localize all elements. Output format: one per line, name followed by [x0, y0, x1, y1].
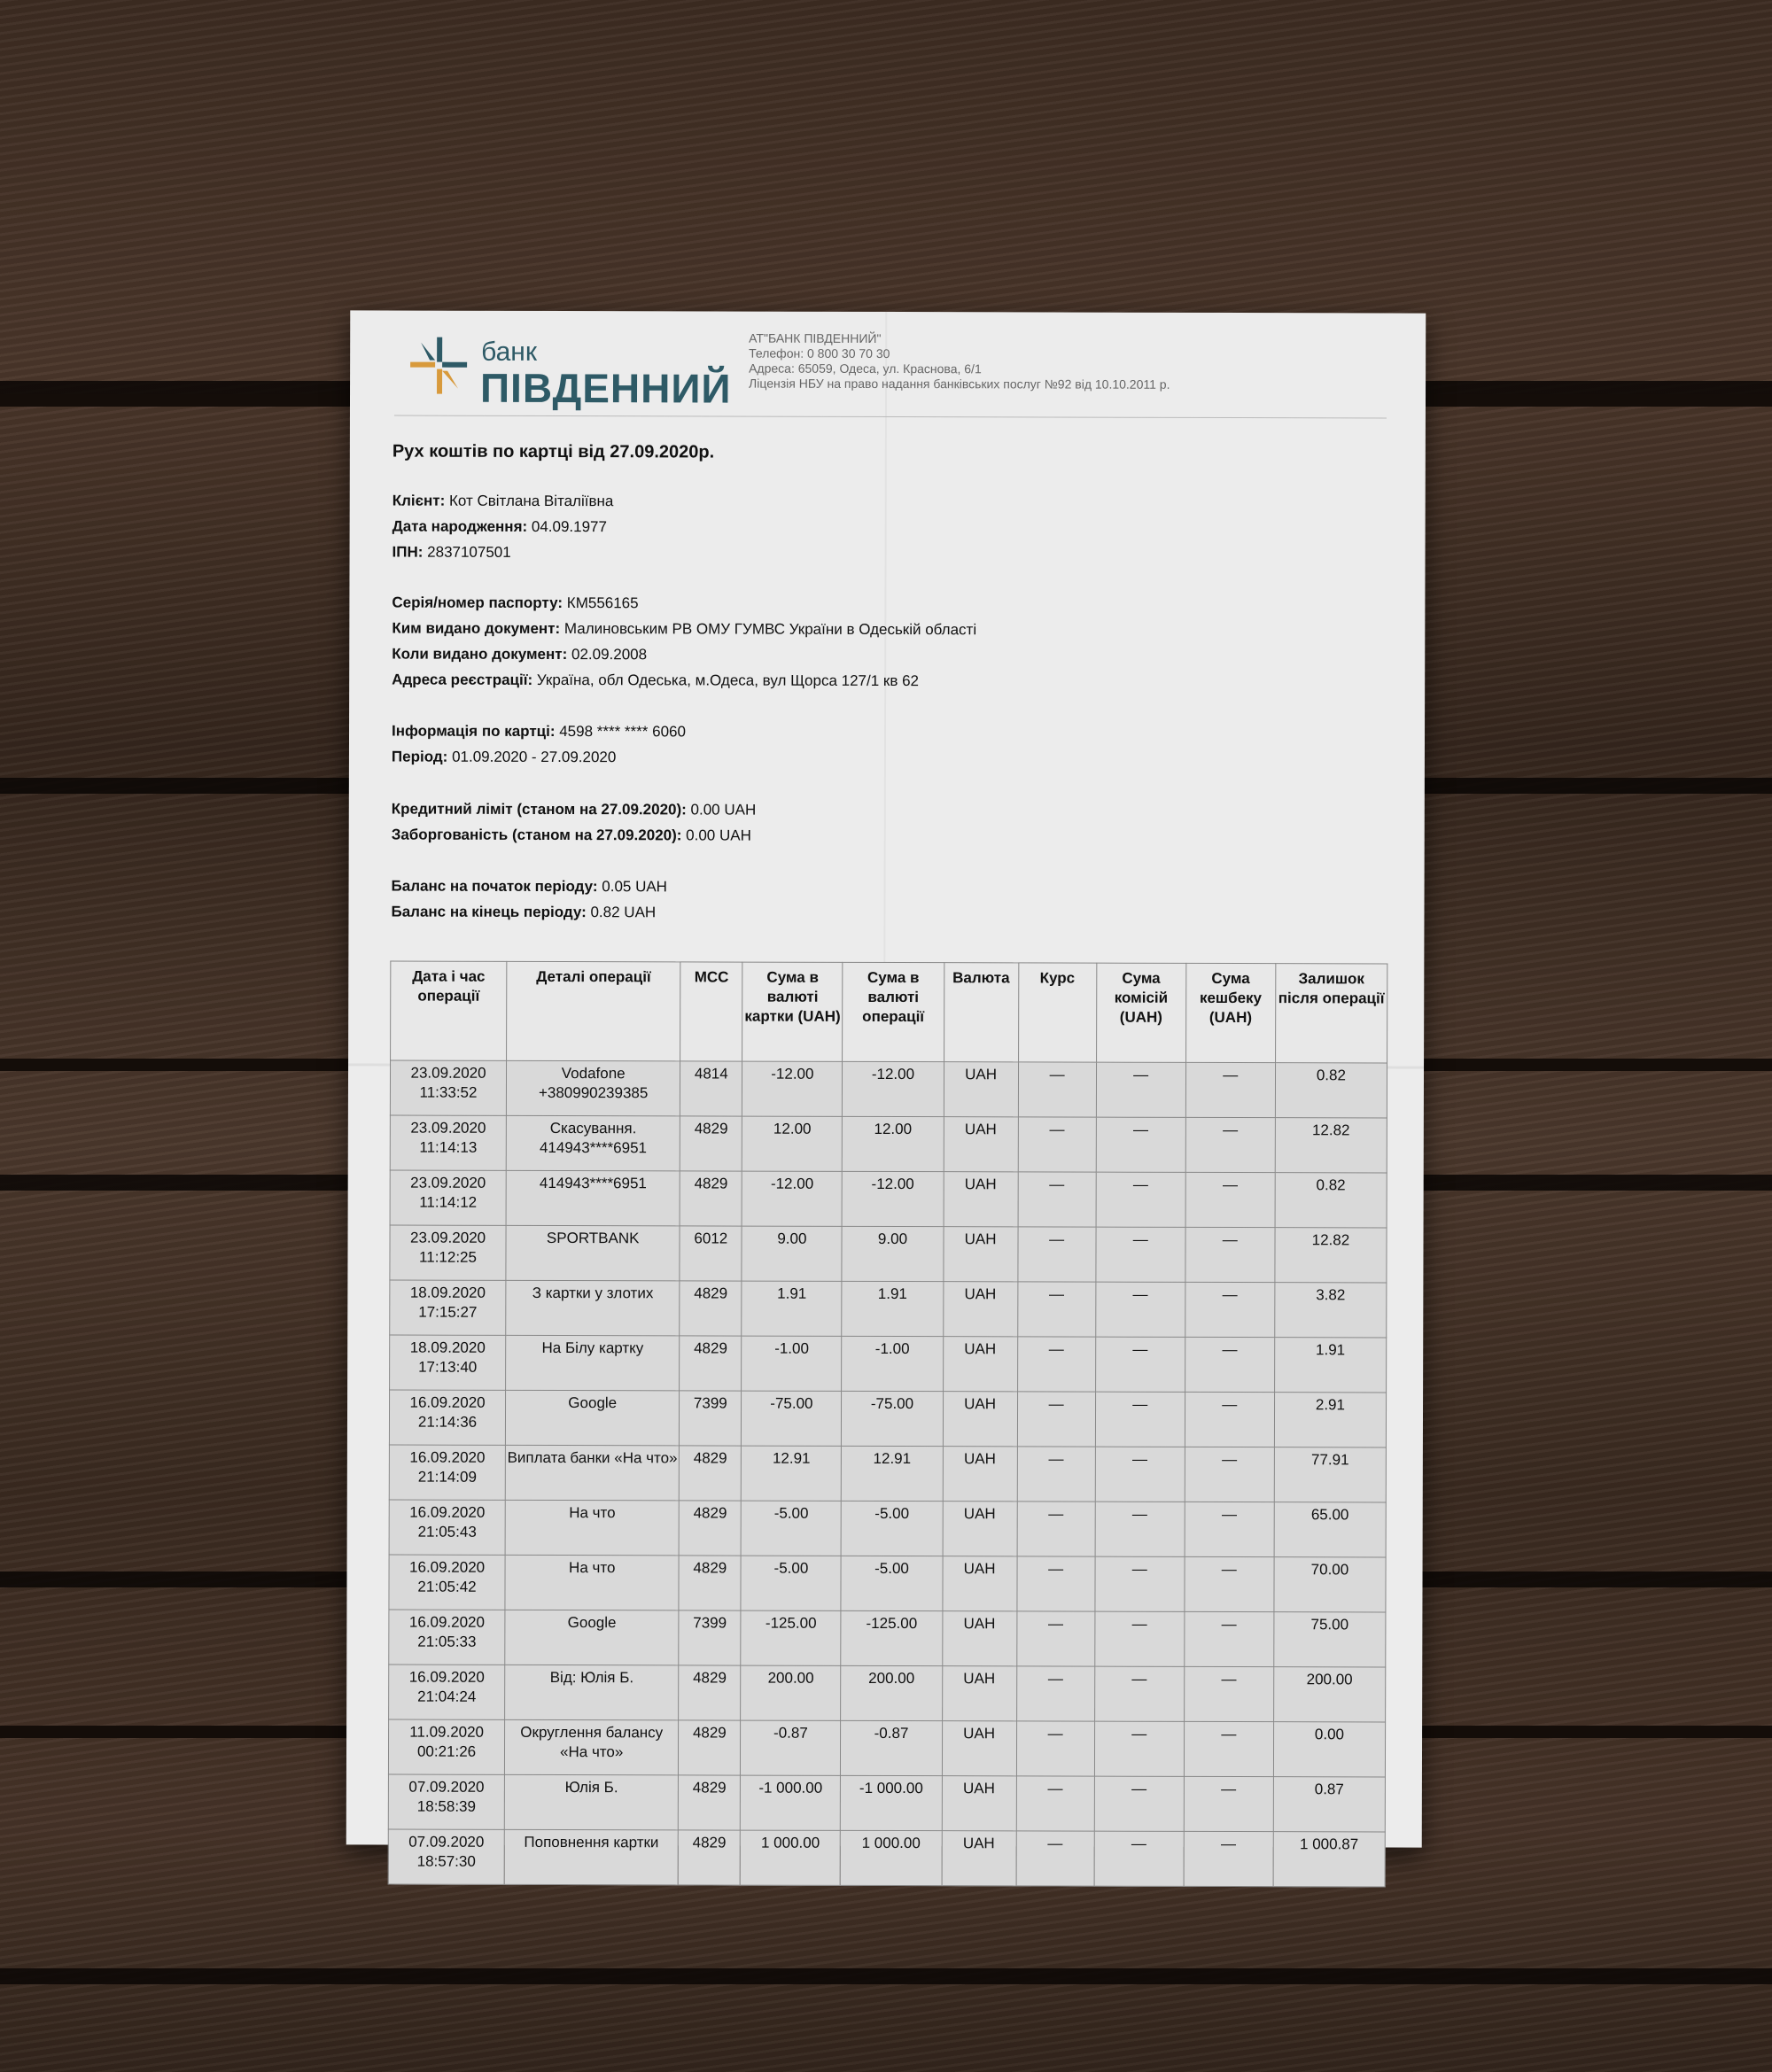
cell-amount-op: 1.91	[842, 1281, 943, 1336]
cell-fee: —	[1096, 1227, 1185, 1282]
cell-balance-after: 65.00	[1274, 1502, 1386, 1557]
logo-big-text: ПІВДЕННИЙ	[479, 364, 732, 412]
cell-currency: UAH	[942, 1776, 1016, 1831]
cell-cashback: —	[1185, 1172, 1275, 1227]
cell-rate: —	[1016, 1721, 1094, 1776]
cell-date-time: 11.09.2020 00:21:26	[388, 1719, 504, 1774]
table-row	[388, 1774, 1385, 1832]
cell-mcc: 7399	[680, 1391, 742, 1446]
cell-currency: UAH	[943, 1502, 1017, 1556]
cell-date-time: 16.09.2020 21:14:36	[389, 1390, 505, 1445]
cell-fee: —	[1095, 1392, 1185, 1447]
cell-amount-op: -1.00	[842, 1336, 943, 1391]
cell-rate: —	[1017, 1392, 1095, 1447]
cell-rate: —	[1017, 1447, 1095, 1502]
cell-details: Від: Юлія Б.	[505, 1665, 679, 1720]
cell-amount-card: 12.91	[742, 1446, 842, 1501]
cell-fee: —	[1096, 1117, 1185, 1172]
cell-balance-after: 200.00	[1273, 1667, 1385, 1722]
cell-details: Vodafone +380990239385	[506, 1060, 680, 1116]
cell-rate: —	[1017, 1502, 1095, 1556]
debt-line: Заборгованість (станом на 27.09.2020): 0.00 UAH	[391, 826, 751, 844]
cell-mcc: 4829	[679, 1775, 741, 1830]
balance-start-line: Баланс на початок періоду: 0.05 UAH	[391, 877, 668, 896]
cell-amount-op: 200.00	[841, 1665, 942, 1720]
cell-mcc: 6012	[680, 1226, 742, 1281]
table-row	[389, 1445, 1386, 1502]
cell-mcc: 4829	[679, 1665, 741, 1720]
cell-date-time: 23.09.2020 11:14:12	[390, 1170, 506, 1225]
header-balance-after: Залишок після операції	[1275, 964, 1387, 1063]
table-row	[389, 1665, 1386, 1722]
cell-cashback: —	[1184, 1831, 1273, 1886]
cell-balance-after: 12.82	[1275, 1118, 1387, 1173]
header-divider	[394, 415, 1387, 419]
cell-balance-after: 77.91	[1274, 1447, 1386, 1502]
cell-amount-op: -1 000.00	[841, 1775, 942, 1830]
cell-details: Скасування. 414943****6951	[506, 1115, 680, 1171]
cell-mcc: 4829	[678, 1830, 740, 1885]
table-row	[390, 1280, 1387, 1338]
cell-currency: UAH	[943, 1227, 1017, 1282]
period-line: Період: 01.09.2020 - 27.09.2020	[391, 748, 617, 766]
cell-amount-card: 9.00	[742, 1226, 842, 1281]
header-mcc: MCC	[680, 962, 742, 1061]
cell-fee: —	[1094, 1611, 1184, 1666]
cell-details: Google	[506, 1390, 680, 1446]
cell-mcc: 4829	[680, 1171, 742, 1226]
cell-amount-op: -12.00	[842, 1171, 943, 1226]
cell-rate: —	[1016, 1831, 1094, 1886]
balance-end-line: Баланс на кінець періоду: 0.82 UAH	[391, 903, 657, 921]
cell-amount-op: 12.00	[843, 1116, 944, 1171]
cell-details: На что	[505, 1555, 679, 1610]
cell-amount-card: -12.00	[742, 1061, 843, 1116]
operations-table	[388, 961, 1388, 1888]
cell-date-time: 23.09.2020 11:14:13	[390, 1115, 506, 1170]
cell-currency: UAH	[942, 1611, 1016, 1666]
cell-cashback: —	[1184, 1666, 1273, 1721]
table-header-row	[391, 961, 1387, 1063]
cell-currency: UAH	[943, 1392, 1017, 1447]
cell-rate: —	[1018, 1172, 1096, 1227]
cell-balance-after: 0.82	[1275, 1063, 1387, 1118]
ipn-line: ІПН: 2837107501	[392, 543, 511, 561]
cell-currency: UAH	[942, 1721, 1016, 1776]
cell-amount-card: -5.00	[741, 1556, 841, 1610]
cell-rate: —	[1017, 1556, 1095, 1611]
cell-fee: —	[1095, 1282, 1185, 1337]
cell-mcc: 4829	[679, 1556, 741, 1610]
cell-cashback: —	[1184, 1776, 1273, 1831]
cell-mcc: 4814	[680, 1061, 742, 1116]
table-row	[390, 1060, 1387, 1118]
table-row	[389, 1610, 1386, 1667]
cell-balance-after: 1.91	[1274, 1338, 1386, 1393]
cell-amount-op: -75.00	[842, 1391, 943, 1446]
cell-date-time: 16.09.2020 21:05:33	[389, 1610, 505, 1665]
cell-rate: —	[1016, 1611, 1094, 1666]
cell-date-time: 18.09.2020 17:13:40	[390, 1335, 506, 1390]
cell-fee: —	[1094, 1831, 1184, 1886]
cell-balance-after: 1 000.87	[1273, 1832, 1385, 1887]
cell-cashback: —	[1185, 1502, 1274, 1556]
cell-amount-op: -0.87	[841, 1720, 942, 1775]
cell-details: Округлення балансу «На что»	[505, 1719, 679, 1775]
cell-balance-after: 75.00	[1274, 1612, 1386, 1667]
cell-details: З картки у злотих	[506, 1280, 680, 1336]
cell-amount-card: -1.00	[742, 1336, 842, 1391]
client-line: Клієнт: Кот Світлана Віталіївна	[392, 492, 614, 510]
cell-amount-op: 1 000.00	[841, 1830, 942, 1885]
cell-currency: UAH	[942, 1556, 1016, 1611]
bank-name: АТ"БАНК ПІВДЕННИЙ"	[749, 330, 882, 345]
cell-cashback: —	[1185, 1282, 1274, 1337]
cell-details: Виплата банки «На что»	[505, 1445, 679, 1501]
cell-balance-after: 70.00	[1274, 1557, 1386, 1612]
cell-amount-card: -12.00	[742, 1171, 842, 1226]
cell-date-time: 18.09.2020 17:15:27	[390, 1280, 506, 1335]
cell-date-time: 07.09.2020 18:57:30	[388, 1829, 504, 1884]
table-row	[388, 1829, 1385, 1887]
bank-license: Ліцензія НБУ на право надання банківських послуг №92 від 10.10.2011 р.	[749, 376, 1170, 392]
header-rate: Курс	[1018, 963, 1096, 1062]
address-line: Адреса реєстрації: Україна, обл Одеська, м.Одеса, вул Щорса 127/1 кв 62	[392, 671, 920, 690]
table-row	[389, 1500, 1386, 1557]
cell-cashback: —	[1185, 1227, 1275, 1282]
cell-amount-card: 1.91	[742, 1281, 842, 1336]
cell-fee: —	[1095, 1447, 1185, 1502]
cell-balance-after: 0.82	[1275, 1173, 1387, 1228]
bank-details	[749, 331, 1170, 392]
statement-title: Рух коштів по картці від 27.09.2020р.	[392, 441, 715, 462]
cell-mcc: 4829	[680, 1116, 742, 1171]
cell-currency: UAH	[943, 1337, 1017, 1392]
cell-fee: —	[1095, 1502, 1185, 1556]
cell-cashback: —	[1185, 1117, 1275, 1172]
cell-fee: —	[1095, 1337, 1185, 1392]
cell-cashback: —	[1185, 1392, 1274, 1447]
cell-amount-card: -1 000.00	[741, 1775, 841, 1830]
cell-mcc: 4829	[679, 1501, 741, 1556]
passport-line: Серія/номер паспорту: КМ556165	[392, 594, 639, 612]
cell-amount-card: 1 000.00	[740, 1830, 840, 1885]
table-row	[388, 1719, 1385, 1777]
cell-amount-op: -5.00	[841, 1556, 942, 1610]
cell-currency: UAH	[943, 1282, 1017, 1337]
bank-address: Адреса: 65059, Одеса, ул. Краснова, 6/1	[749, 361, 982, 376]
header-amount-card: Сума в валюті картки (UAH)	[742, 962, 843, 1061]
cell-balance-after: 0.87	[1273, 1777, 1385, 1832]
cell-mcc: 4829	[680, 1336, 742, 1391]
cell-details: На что	[505, 1500, 679, 1556]
table-row	[389, 1390, 1386, 1447]
cell-cashback: —	[1185, 1062, 1275, 1117]
cell-date-time: 23.09.2020 11:12:25	[390, 1225, 506, 1280]
issued-by-line: Ким видано документ: Малиновським РВ ОМУ ГУМВС України в Одеській області	[392, 619, 977, 639]
cell-date-time: 23.09.2020 11:33:52	[390, 1060, 506, 1115]
table-row	[390, 1115, 1387, 1173]
cell-details: Google	[505, 1610, 679, 1665]
header-fee: Сума комісій (UAH)	[1096, 963, 1185, 1062]
card-line: Інформація по картці: 4598 **** **** 6060	[392, 722, 686, 741]
cell-cashback: —	[1185, 1447, 1274, 1502]
cell-details: На Білу картку	[506, 1335, 680, 1391]
cell-amount-op: -5.00	[842, 1501, 943, 1556]
cell-rate: —	[1016, 1666, 1094, 1721]
table-body	[388, 1060, 1387, 1887]
cell-balance-after: 0.00	[1273, 1722, 1385, 1777]
cell-currency: UAH	[942, 1831, 1016, 1886]
table-row	[389, 1555, 1386, 1612]
cell-currency: UAH	[942, 1666, 1016, 1721]
cell-fee: —	[1094, 1666, 1184, 1721]
cell-currency: UAH	[943, 1447, 1017, 1502]
cell-details: 414943****6951	[506, 1170, 680, 1226]
cell-date-time: 16.09.2020 21:05:42	[389, 1555, 505, 1610]
cell-fee: —	[1094, 1776, 1184, 1831]
cell-cashback: —	[1185, 1337, 1274, 1392]
cell-fee: —	[1095, 1556, 1185, 1611]
cell-mcc: 4829	[680, 1281, 742, 1336]
cell-amount-card: -0.87	[741, 1720, 841, 1775]
cell-cashback: —	[1185, 1556, 1274, 1611]
issued-date-line: Коли видано документ: 02.09.2008	[392, 645, 648, 664]
cell-rate: —	[1017, 1282, 1095, 1337]
statement-paper	[346, 310, 1426, 1870]
logo-small-text: банк	[481, 337, 538, 367]
cell-details: SPORTBANK	[506, 1225, 680, 1281]
header-date-time: Дата і час операції	[391, 961, 507, 1060]
header-amount-op: Сума в валюті операції	[843, 962, 944, 1061]
cell-balance-after: 3.82	[1275, 1283, 1387, 1338]
cell-rate: —	[1018, 1062, 1096, 1117]
cell-fee: —	[1094, 1721, 1184, 1776]
cell-balance-after: 12.82	[1275, 1228, 1387, 1283]
cell-currency: UAH	[944, 1172, 1018, 1227]
cell-date-time: 16.09.2020 21:05:43	[389, 1500, 505, 1555]
table-row	[390, 1225, 1387, 1283]
cell-rate: —	[1016, 1776, 1094, 1831]
bank-logo-icon	[403, 330, 474, 401]
cell-balance-after: 2.91	[1274, 1393, 1386, 1447]
cell-rate: —	[1017, 1337, 1095, 1392]
table-row	[390, 1170, 1387, 1228]
cell-rate: —	[1017, 1227, 1095, 1282]
dob-line: Дата народження: 04.09.1977	[392, 517, 607, 536]
cell-cashback: —	[1184, 1611, 1273, 1666]
cell-date-time: 16.09.2020 21:04:24	[389, 1665, 505, 1719]
bank-phone: Телефон: 0 800 30 70 30	[749, 345, 890, 361]
credit-limit-line: Кредитний ліміт (станом на 27.09.2020): 0.00 UAH	[391, 800, 757, 819]
cell-date-time: 07.09.2020 18:58:39	[388, 1774, 504, 1829]
cell-fee: —	[1096, 1062, 1185, 1117]
cell-date-time: 16.09.2020 21:14:09	[389, 1445, 505, 1500]
cell-amount-op: -125.00	[841, 1610, 942, 1665]
cell-amount-card: -75.00	[742, 1391, 842, 1446]
cell-rate: —	[1018, 1117, 1096, 1172]
table-row	[390, 1335, 1387, 1393]
cell-details: Юлія Б.	[504, 1774, 678, 1830]
cell-mcc: 4829	[680, 1446, 742, 1501]
cell-amount-card: 12.00	[742, 1116, 843, 1171]
cell-amount-card: -5.00	[741, 1501, 841, 1556]
cell-currency: UAH	[944, 1062, 1018, 1117]
cell-amount-op: 9.00	[842, 1226, 943, 1281]
cell-amount-card: 200.00	[741, 1665, 841, 1720]
bank-logo	[403, 330, 740, 411]
header-currency: Валюта	[944, 963, 1018, 1062]
cell-amount-op: 12.91	[842, 1446, 943, 1501]
cell-fee: —	[1096, 1172, 1185, 1227]
cell-mcc: 4829	[679, 1720, 741, 1775]
cell-amount-card: -125.00	[741, 1610, 841, 1665]
cell-amount-op: -12.00	[843, 1061, 944, 1116]
header-cashback: Сума кешбеку (UAH)	[1185, 963, 1275, 1062]
cell-cashback: —	[1184, 1721, 1273, 1776]
cell-mcc: 7399	[679, 1610, 741, 1665]
cell-details: Поповнення картки	[504, 1829, 678, 1885]
header-details: Деталі операції	[507, 961, 680, 1061]
cell-currency: UAH	[944, 1117, 1018, 1172]
